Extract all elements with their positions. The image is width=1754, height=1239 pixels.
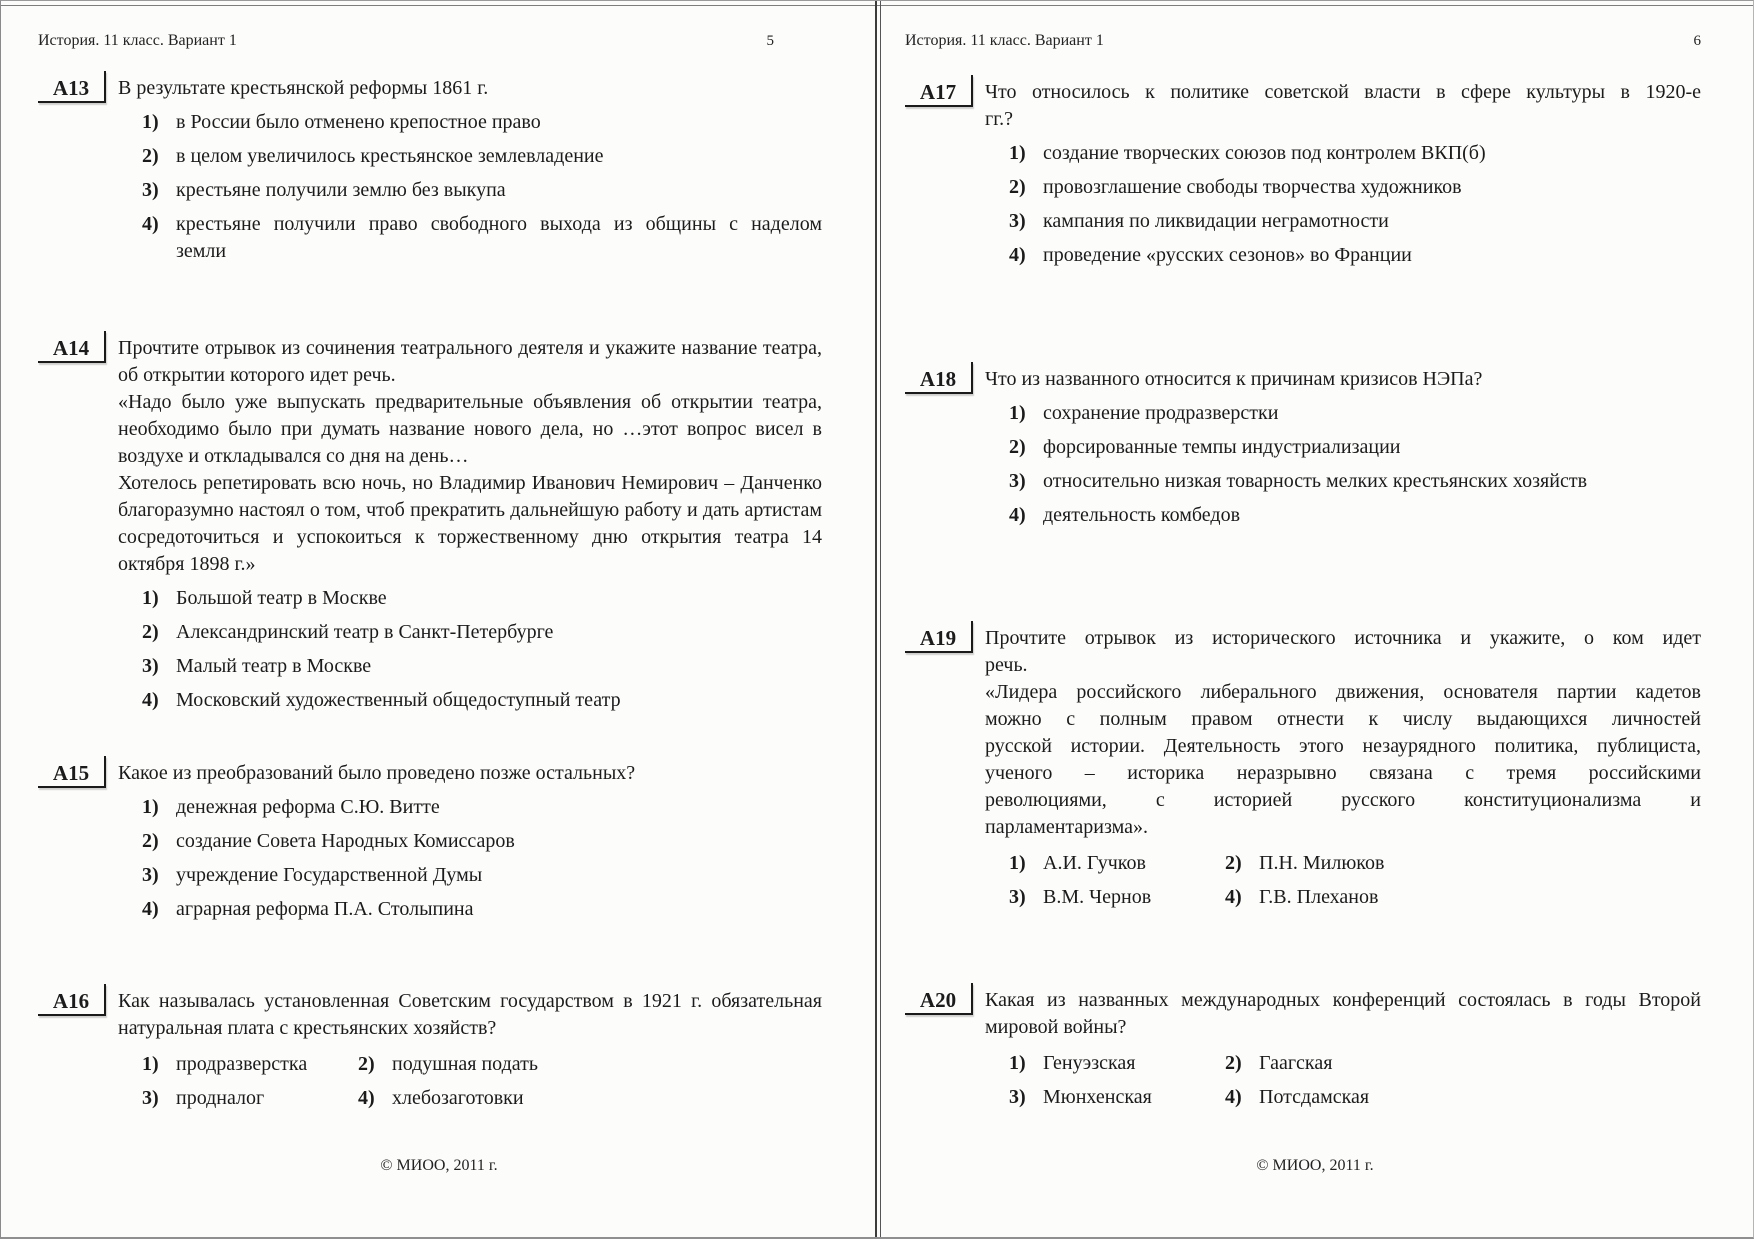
option xyxy=(985,208,1701,235)
question-body xyxy=(118,760,822,923)
question-text: Прочтите отрывок из исторического источника и укажите, о ком идет речь. xyxy=(985,627,1701,676)
option xyxy=(118,109,822,136)
option-number: 2) xyxy=(142,145,159,167)
question-text: Что относилось к политике советской власти в сфере культуры в 1920-е гг.? xyxy=(985,81,1701,130)
question-number-label: А13 xyxy=(38,71,106,103)
option xyxy=(1201,850,1701,877)
question-body xyxy=(985,79,1701,269)
option-number: 4) xyxy=(358,1087,375,1109)
option-text: крестьяне получили землю без выкупа xyxy=(176,179,506,201)
option-text: в целом увеличилось крестьянское землевладение xyxy=(176,145,604,167)
option-number: 1) xyxy=(1009,402,1026,424)
option-text: Генуэзская xyxy=(1043,1052,1136,1074)
question-text: Какая из названных международных конференций состоялась в годы Второй мировой войны? xyxy=(985,989,1701,1038)
page-header xyxy=(38,31,822,51)
option xyxy=(1201,884,1701,911)
option-text: В.М. Чернов xyxy=(1043,886,1152,908)
option xyxy=(118,687,822,714)
option-text: А.И. Гучков xyxy=(1043,852,1146,874)
option xyxy=(118,896,822,923)
options-grid xyxy=(985,1043,1701,1111)
question-body xyxy=(985,625,1701,911)
question-text: Какое из преобразований было проведено позже остальных? xyxy=(118,762,636,784)
page-footer: © МИОО, 2011 г. xyxy=(1256,1157,1374,1174)
page-header xyxy=(905,31,1701,51)
option-number: 2) xyxy=(1225,852,1242,874)
options-grid xyxy=(985,843,1701,911)
option-text: проведение «русских сезонов» во Франции xyxy=(1043,244,1412,266)
option-number: 3) xyxy=(142,179,159,201)
option-number: 1) xyxy=(1009,142,1026,164)
option-number: 1) xyxy=(142,1053,159,1075)
option-number: 1) xyxy=(142,587,159,609)
option-text: денежная реформа С.Ю. Витте xyxy=(176,796,440,818)
option-text: провозглашение свободы творчества художников xyxy=(1043,176,1462,198)
options-list xyxy=(118,794,822,923)
question-text: Как называлась установленная Советским государством в 1921 г. обязательная натуральная плата с крестьянских хозяйств? xyxy=(118,990,822,1039)
option xyxy=(118,211,822,265)
question-body xyxy=(118,335,822,714)
option-text: деятельность комбедов xyxy=(1043,504,1241,526)
option-text: Малый театр в Москве xyxy=(176,655,372,677)
option-text: Потсдамская xyxy=(1259,1086,1370,1108)
option-number: 4) xyxy=(142,213,159,235)
question-body xyxy=(118,75,822,265)
question-number-label: А16 xyxy=(38,984,106,1016)
option-text: сохранение продразверстки xyxy=(1043,402,1279,424)
option-number: 3) xyxy=(1009,1086,1026,1108)
option-number: 4) xyxy=(1225,1086,1242,1108)
quote-paragraph: «Лидера российского либерального движения, основателя партии кадетов можно с полным правом отнести к числу выдающихся личностей русской истории. Деятельность этого незаурядного политика, публициста, ученого – историка неразрывно связана с тремя российскими революциями, с историей русского конституционализма и парламентаризма». xyxy=(985,681,1701,838)
question-number-label: А20 xyxy=(905,983,973,1015)
page-footer: © МИОО, 2011 г. xyxy=(380,1157,498,1174)
option xyxy=(985,434,1701,461)
option xyxy=(118,794,822,821)
option-number: 3) xyxy=(142,655,159,677)
question-body xyxy=(985,987,1701,1111)
option-number: 3) xyxy=(1009,470,1026,492)
question-a18 xyxy=(905,366,1701,529)
options-list xyxy=(118,585,822,714)
option-text: Г.В. Плеханов xyxy=(1259,886,1379,908)
option-text: Московский художественный общедоступный театр xyxy=(176,689,621,711)
question-number-label: А17 xyxy=(905,75,973,107)
option xyxy=(118,177,822,204)
question-number-label: А18 xyxy=(905,362,973,394)
quote-paragraph: Хотелось репетировать всю ночь, но Владимир Иванович Немирович – Данченко благоразумно настоял о том, чтоб прекратить дальнейшую работу и дать артистам сосредоточиться и успокоиться к торжественному дню открытия театра 14 октября 1898 г.» xyxy=(118,472,822,575)
page-6 xyxy=(877,1,1753,1237)
question-number-label: А14 xyxy=(38,331,106,363)
option-text: продналог xyxy=(176,1087,265,1109)
option-text: подушная подать xyxy=(392,1053,539,1075)
option-text: кампания по ликвидации неграмотности xyxy=(1043,210,1389,232)
option xyxy=(118,653,822,680)
options-list xyxy=(118,109,822,265)
option-text: относительно низкая товарность мелких крестьянских хозяйств xyxy=(1043,470,1588,492)
option xyxy=(1201,1084,1701,1111)
option xyxy=(985,502,1701,529)
option xyxy=(985,174,1701,201)
page-number: 5 xyxy=(766,33,774,49)
option xyxy=(985,1050,1201,1077)
option-text: создание творческих союзов под контролем ВКП(б) xyxy=(1043,142,1486,164)
question-a19 xyxy=(905,625,1701,911)
question-text: В результате крестьянской реформы 1861 г. xyxy=(118,77,489,99)
option-number: 2) xyxy=(1009,176,1026,198)
question-text: Прочтите отрывок из сочинения театрального деятеля и укажите название театра, об открытии которого идет речь. xyxy=(118,337,822,386)
options-list xyxy=(985,400,1701,529)
question-a20 xyxy=(905,987,1701,1111)
option-text: Александринский театр в Санкт-Петербурге xyxy=(176,621,554,643)
option-number: 2) xyxy=(1009,436,1026,458)
option-text: Большой театр в Москве xyxy=(176,587,387,609)
option xyxy=(985,140,1701,167)
option-number: 2) xyxy=(142,621,159,643)
option xyxy=(985,884,1201,911)
option-number: 1) xyxy=(1009,1052,1026,1074)
option-text: продразверстка xyxy=(176,1053,308,1075)
option xyxy=(985,242,1701,269)
option xyxy=(118,585,822,612)
question-a13 xyxy=(38,75,822,265)
option xyxy=(985,1084,1201,1111)
question-a17 xyxy=(905,79,1701,269)
quote-paragraph: «Надо было уже выпускать предварительные объявления об открытии театра, необходимо было при думать название нового дела, но …этот вопрос висел в воздухе и откладывался со дня на день… xyxy=(118,391,822,467)
option-number: 1) xyxy=(142,796,159,818)
options-grid xyxy=(118,1044,822,1112)
option-number: 2) xyxy=(358,1053,375,1075)
question-text: Что из названного относится к причинам кризисов НЭПа? xyxy=(985,368,1483,390)
option-text: форсированные темпы индустриализации xyxy=(1043,436,1401,458)
option-text: Мюнхенская xyxy=(1043,1086,1152,1108)
option xyxy=(985,468,1701,495)
option xyxy=(118,862,822,889)
option-number: 3) xyxy=(1009,210,1026,232)
header-title: История. 11 класс. Вариант 1 xyxy=(38,32,237,49)
option xyxy=(985,400,1701,427)
option-number: 4) xyxy=(1225,886,1242,908)
option-number: 2) xyxy=(1225,1052,1242,1074)
option xyxy=(118,143,822,170)
option xyxy=(334,1085,822,1112)
header-title: История. 11 класс. Вариант 1 xyxy=(905,32,1104,49)
option-number: 1) xyxy=(142,111,159,133)
option-number: 2) xyxy=(142,830,159,852)
option-number: 4) xyxy=(142,689,159,711)
option xyxy=(985,850,1201,877)
option-number: 4) xyxy=(1009,244,1026,266)
page-divider xyxy=(875,1,881,1237)
option-text: хлебозаготовки xyxy=(392,1087,524,1109)
option-number: 4) xyxy=(142,898,159,920)
option xyxy=(334,1051,822,1078)
option-number: 3) xyxy=(142,864,159,886)
option xyxy=(118,1051,334,1078)
page-5 xyxy=(1,1,877,1237)
option-text: аграрная реформа П.А. Столыпина xyxy=(176,898,474,920)
option-number: 4) xyxy=(1009,504,1026,526)
question-number-label: А19 xyxy=(905,621,973,653)
option-text: создание Совета Народных Комиссаров xyxy=(176,830,515,852)
option xyxy=(118,828,822,855)
option-text: Гаагская xyxy=(1259,1052,1333,1074)
question-a16 xyxy=(38,988,822,1112)
option-text: крестьяне получили право свободного выхода из общины с наделом земли xyxy=(176,213,822,262)
option xyxy=(1201,1050,1701,1077)
option xyxy=(118,1085,334,1112)
page-number: 6 xyxy=(1693,33,1701,49)
question-a15 xyxy=(38,760,822,923)
option-number: 3) xyxy=(1009,886,1026,908)
question-a14 xyxy=(38,335,822,714)
option-number: 3) xyxy=(142,1087,159,1109)
option-text: П.Н. Милюков xyxy=(1259,852,1385,874)
question-body xyxy=(118,988,822,1112)
option-text: учреждение Государственной Думы xyxy=(176,864,483,886)
option xyxy=(118,619,822,646)
question-number-label: А15 xyxy=(38,756,106,788)
options-list xyxy=(985,140,1701,269)
question-body xyxy=(985,366,1701,529)
option-number: 1) xyxy=(1009,852,1026,874)
option-text: в России было отменено крепостное право xyxy=(176,111,541,133)
